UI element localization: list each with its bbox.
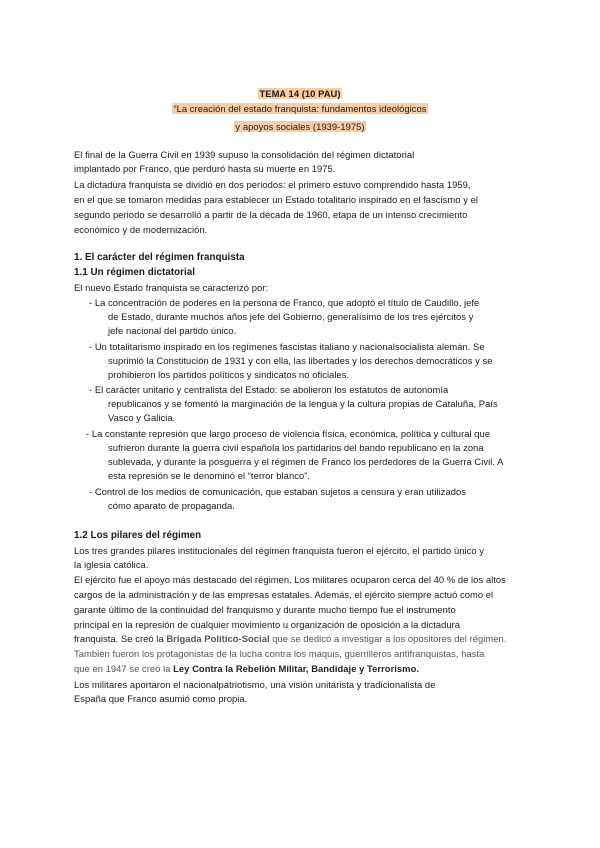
bullet-2-line-1: - Un totalitarismo inspirado en los regímenes fascistas italiano y nacionalsocialista alemán. Se [89, 341, 485, 352]
brigada-politico-social-term: Brigada Político-Social [166, 633, 270, 644]
subsection-heading-1-1: 1.1 Un régimen dictatorial [74, 267, 196, 278]
bullet-4-line-2: sufrieron durante la guerra civil española los partidarios del bando republicano en la zona [108, 442, 484, 453]
pilares-p2-line-7-text-a: que en 1947 se creó la [74, 663, 174, 674]
subtitle-highlight-1: “La creación del estado franquista: fundamentos ideológicos [173, 103, 427, 114]
bullet-1-line-2: de Estado, durante muchos años jefe del Gobierno, generalísimo de los tres ejércitos y [108, 311, 474, 322]
bullet-3-line-3: Vasco y Galicia. [108, 412, 176, 423]
section1-lead: El nuevo Estado franquista se caracterizó por: [74, 282, 269, 293]
pilares-p3-line-2: España que Franco asumió como propia. [74, 693, 248, 704]
intro-line-3: La dictadura franquista se dividió en dos periodos: el primero estuvo comprendido hasta 1959, [74, 179, 471, 190]
bullet-4-line-1: - La constante represión que largo proceso de violencia física, económica, política y cultural que [86, 428, 491, 439]
pilares-p1-line-1: Los tres grandes pilares institucionales del régimen franquista fueron el ejército, el partido único y [74, 545, 485, 556]
doc-title [0, 87, 600, 101]
pilares-p2-line-5-text-c: que se dedicó a investigar a los opositores del régimen. [269, 633, 507, 644]
bullet-1-line-1: - La concentración de poderes en la persona de Franco, que adoptó el título de Caudillo, jefe [89, 297, 480, 308]
bullet-3-line-2: republicanos y se fomentó la marginación de la lengua y la cultura propias de Cataluña, País [108, 398, 498, 409]
bullet-2-line-3: prohibieron los partidos políticos y sindicatos no oficiales. [108, 369, 350, 380]
section-heading-1: 1. El carácter del régimen franquista [74, 252, 245, 263]
intro-line-5: segundo periodo se desarrolló a partir de la década de 1960, etapa de un intenso crecimiento [74, 209, 468, 220]
bullet-1-line-3: jefe nacional del partido único. [108, 325, 237, 336]
subtitle-highlight-2: y apoyos sociales (1939-1975) [235, 121, 365, 132]
bullet-2-line-2: suprimió la Constitución de 1931 y con ella, las libertades y los derechos democráticos y se [108, 355, 493, 366]
intro-line-1: El final de la Guerra Civil en 1939 supuso la consolidación del régimen dictatorial [74, 149, 415, 160]
bullet-4-line-4: esta represión se le denominó el “terror blanco”. [108, 470, 311, 481]
pilares-p2-line-7 [74, 662, 419, 676]
pilares-p2-line-1: El ejército fue el apoyo más destacado del régimen. Los militares ocuparon cerca del 40 % de los altos [74, 574, 506, 585]
pilares-p2-line-5 [74, 632, 506, 646]
intro-line-2: implantado por Franco, que perduró hasta su muerte en 1975. [74, 163, 336, 174]
pilares-p2-line-6: También fueron los protagonistas de la lucha contra los maquis, guerrilleros antifranquistas, hasta [74, 648, 485, 659]
intro-line-4: en el que se tomaron medidas para establecer un Estado totalitario inspirado en el fascismo y el [74, 194, 478, 205]
pilares-p1-line-2: la iglesia católica. [74, 559, 149, 570]
doc-subtitle-line-1 [0, 102, 600, 116]
pilares-p2-line-5-text-a: franquista. Se creó la [74, 633, 167, 644]
pilares-p3-line-1: Los militares aportaron el nacionalpatriotismo, una visión unitarista y tradicionalista de [74, 679, 436, 690]
intro-line-6: económico y de modernización. [74, 224, 208, 235]
pilares-p2-line-3: garante último de la continuidad del franquismo y durante mucho tiempo fue el instrumento [74, 604, 456, 615]
pilares-p2-line-2: cargos de la administración y de las empresas estatales. Además, el ejército siempre actuó como el [74, 589, 494, 600]
bullet-5-line-1: - Control de los medios de comunicación, que estaban sujetos a censura y eran utilizados [89, 486, 467, 497]
subsection-heading-1-2: 1.2 Los pilares del régimen [74, 530, 202, 541]
bullet-4-line-3: sublevada, y durante la posguerra y el régimen de Franco los perdedores de la Guerra Civil. A [108, 456, 504, 467]
bullet-3-line-1: - El carácter unitario y centralista del Estado: se abolieron los estatutos de autonomía [89, 384, 449, 395]
title-highlight: TEMA 14 (10 PAU) [259, 88, 341, 99]
bullet-5-line-2: cómo aparato de propaganda. [108, 500, 235, 511]
ley-rebelion-militar-term: Ley Contra la Rebelión Militar, Bandidaje y Terrorismo. [173, 663, 420, 674]
doc-subtitle-line-2 [0, 120, 600, 134]
pilares-p2-line-4: principal en la represión de cualquier movimiento u organización de oposición a la dictadura [74, 619, 461, 630]
